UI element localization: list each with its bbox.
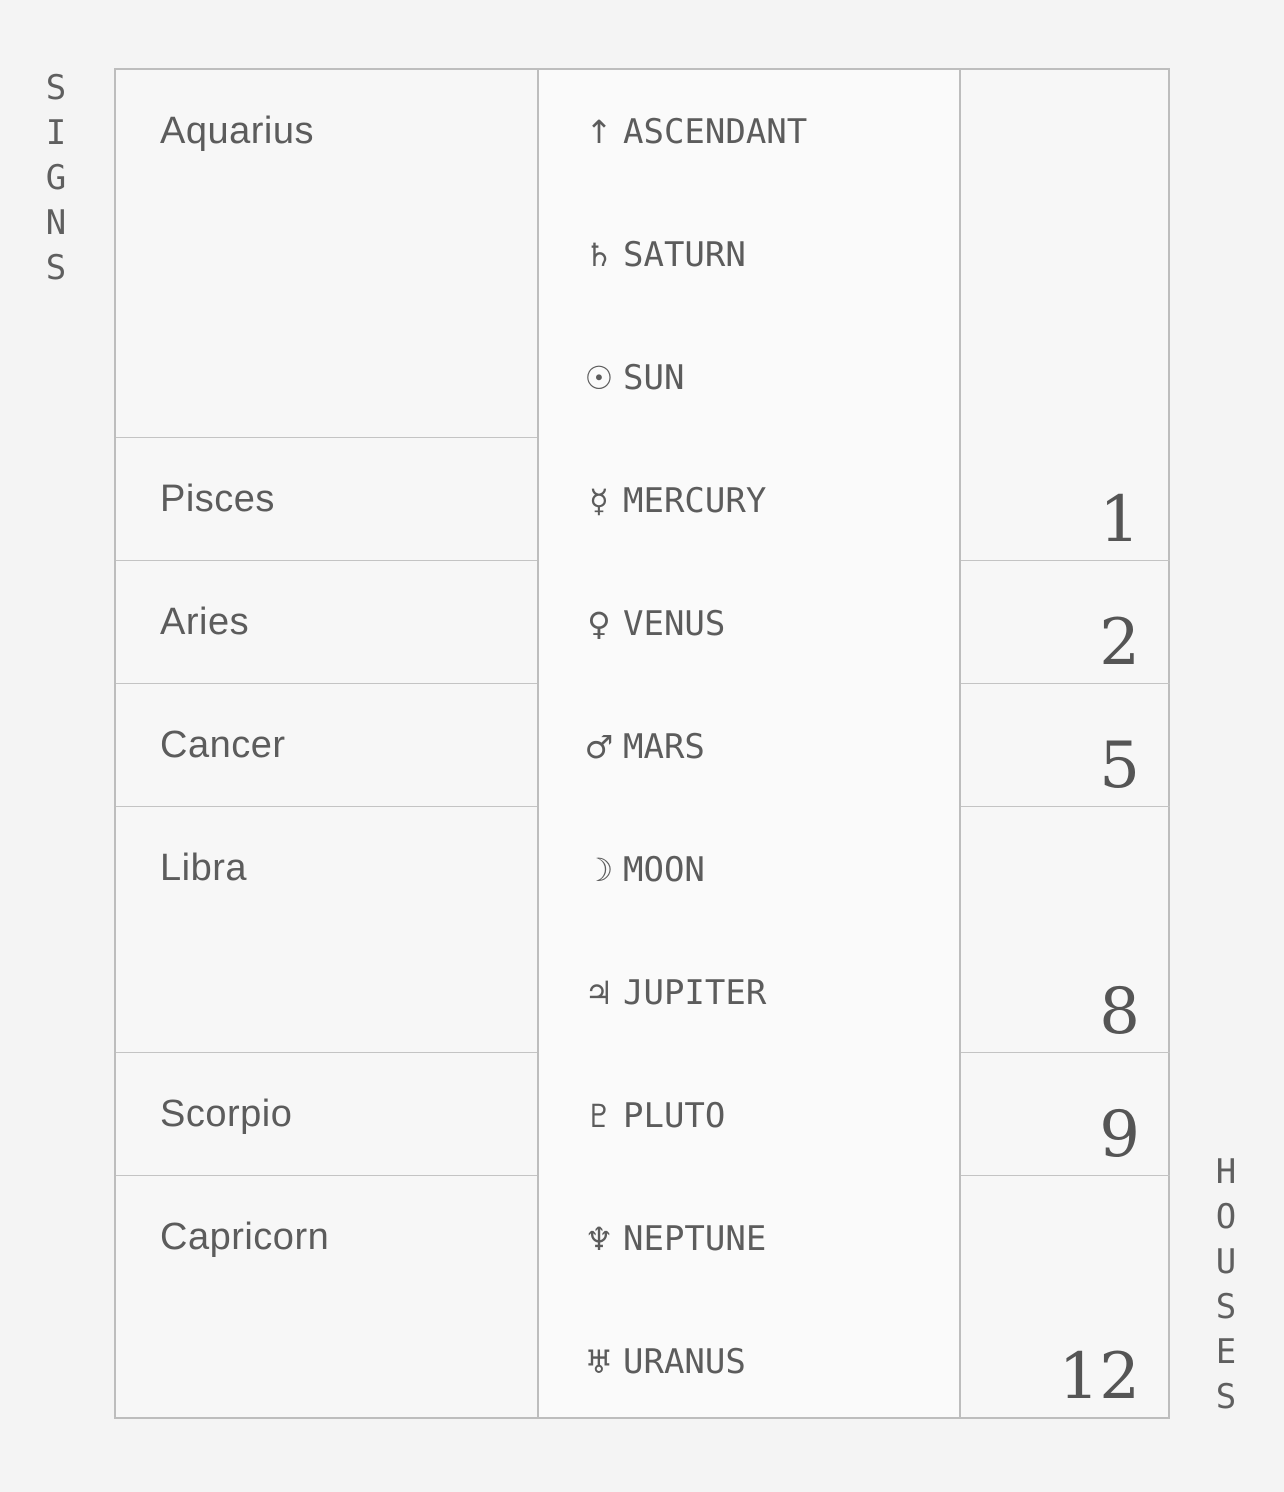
house-cell — [961, 807, 1170, 1053]
mercury-icon: ☿ — [589, 481, 609, 520]
planet-label: VENUS — [623, 603, 726, 644]
sign-label: Aries — [160, 601, 250, 643]
houses-vertical-label — [1210, 1150, 1242, 1420]
sun-icon: ☉ — [584, 358, 614, 397]
sign-cell-scorpio — [116, 1053, 537, 1176]
house-cell — [961, 1176, 1170, 1417]
houses-label-letter: O — [1215, 1197, 1237, 1237]
planet-row-mercury — [583, 439, 766, 562]
sign-cell-pisces — [116, 438, 537, 561]
sign-cell-libra — [116, 807, 537, 1053]
planet-label: NEPTUNE — [623, 1218, 767, 1259]
signs-label-letter: G — [45, 158, 67, 198]
house-number: 1 — [1099, 483, 1140, 557]
house-number: 12 — [1058, 1340, 1140, 1414]
planet-row-mars — [583, 685, 705, 808]
sign-label: Capricorn — [160, 1216, 330, 1258]
pluto-icon: ♇ — [584, 1096, 614, 1135]
house-cell — [961, 1053, 1170, 1176]
planet-row-uranus — [583, 1300, 746, 1423]
house-cell — [961, 561, 1170, 684]
planet-label: JUPITER — [623, 972, 767, 1013]
planets-column — [537, 70, 961, 1417]
house-number: 5 — [1099, 729, 1140, 803]
signs-vertical-label — [40, 66, 72, 291]
sign-label: Pisces — [160, 478, 275, 520]
planet-label: ASCENDANT — [623, 111, 808, 152]
planet-row-neptune — [583, 1177, 766, 1300]
planet-row-venus — [583, 562, 725, 685]
house-number: 8 — [1099, 975, 1140, 1049]
venus-icon: ♀ — [587, 604, 611, 643]
sign-cell-cancer — [116, 684, 537, 807]
saturn-icon: ♄ — [584, 235, 614, 274]
planet-label: URANUS — [623, 1341, 746, 1382]
mars-icon: ♂ — [584, 727, 614, 766]
sign-cell-aquarius — [116, 70, 537, 438]
jupiter-icon: ♃ — [584, 973, 614, 1012]
signs-column — [116, 70, 537, 1417]
uranus-icon: ♅ — [584, 1342, 614, 1381]
signs-label-letter: S — [45, 248, 67, 288]
planet-row-sun — [583, 316, 684, 439]
planet-label: PLUTO — [623, 1095, 726, 1136]
planet-label: SUN — [623, 357, 685, 398]
house-number: 9 — [1099, 1098, 1140, 1172]
sign-cell-capricorn — [116, 1176, 537, 1417]
moon-icon: ☽ — [584, 850, 614, 889]
houses-label-letter: S — [1215, 1287, 1237, 1327]
planet-label: MARS — [623, 726, 705, 767]
signs-label-letter: N — [45, 203, 67, 243]
planet-label: MERCURY — [623, 480, 767, 521]
neptune-icon: ♆ — [584, 1219, 614, 1258]
houses-label-letter: H — [1215, 1152, 1237, 1192]
houses-label-letter: U — [1215, 1242, 1237, 1282]
houses-label-letter: E — [1215, 1332, 1237, 1372]
sign-label: Libra — [160, 847, 247, 889]
houses-column — [961, 70, 1170, 1417]
sign-cell-aries — [116, 561, 537, 684]
houses-label-letter: S — [1215, 1377, 1237, 1417]
planet-row-moon — [583, 808, 705, 931]
sign-label: Scorpio — [160, 1093, 293, 1135]
planet-row-ascendant — [583, 70, 807, 193]
signs-label-letter: I — [45, 113, 67, 153]
sign-label: Cancer — [160, 724, 286, 766]
planet-label: MOON — [623, 849, 705, 890]
house-cell — [961, 684, 1170, 807]
planet-row-jupiter — [583, 931, 766, 1054]
planet-label: SATURN — [623, 234, 746, 275]
signs-label-letter: S — [45, 68, 67, 108]
planet-row-pluto — [583, 1054, 725, 1177]
house-cell — [961, 70, 1170, 561]
ascendant-arrow-icon: ↑ — [585, 112, 613, 151]
sign-label: Aquarius — [160, 110, 314, 152]
signs-planets-houses-grid — [114, 68, 1170, 1419]
planet-row-saturn — [583, 193, 746, 316]
house-number: 2 — [1099, 606, 1140, 680]
